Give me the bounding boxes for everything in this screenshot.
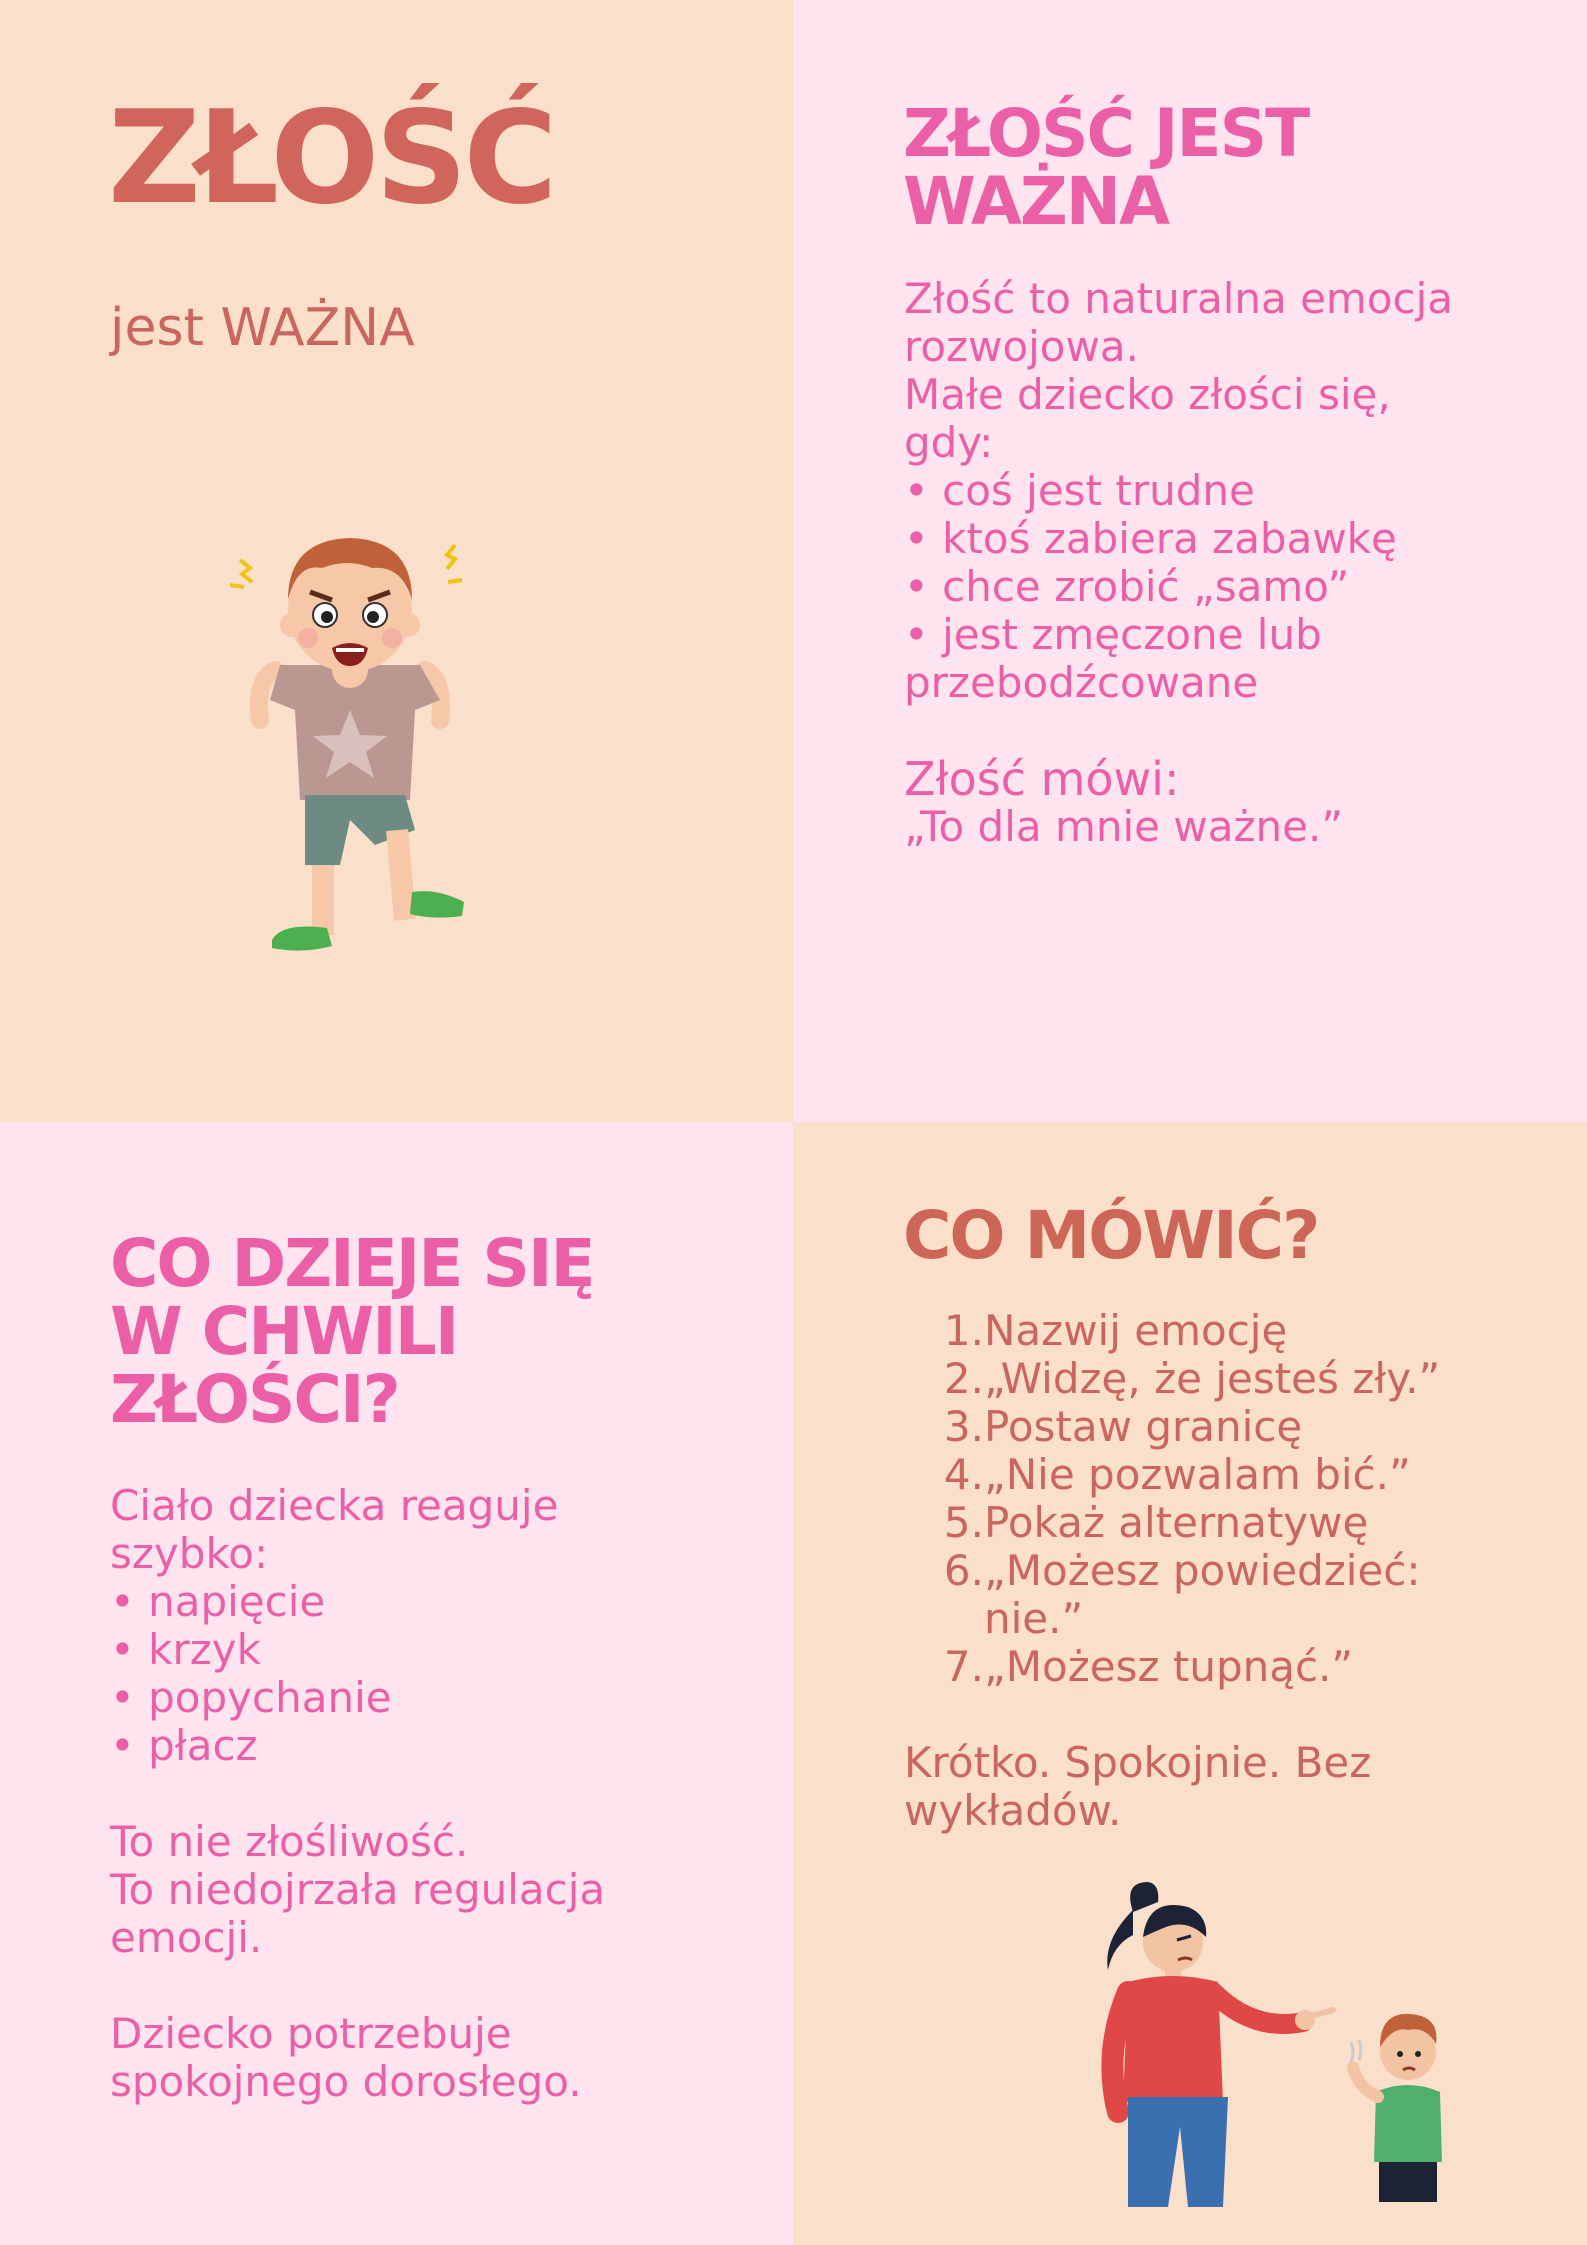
angry-boy-illustration	[200, 500, 520, 970]
body-line: Małe dziecko złości się,	[904, 370, 1391, 419]
list-number	[904, 1595, 984, 1643]
list-item: • napięcie	[110, 1578, 605, 1626]
body-line: wykładów.	[904, 1786, 1122, 1835]
panel-what-to-say	[793, 1122, 1587, 2245]
body-line: przebodźcowane	[904, 658, 1259, 707]
panel-anger-important	[793, 0, 1587, 1122]
body-line: To nie złośliwość.	[110, 1817, 469, 1866]
heading-line: ZŁOŚĆ JEST	[903, 95, 1309, 172]
list-number: 4.	[943, 1450, 984, 1499]
body-line: gdy:	[904, 418, 994, 467]
section-heading	[903, 95, 1309, 240]
says-label: Złość mówi:	[904, 752, 1180, 806]
body-line: Dziecko potrzebuje	[110, 2009, 512, 2058]
list-text: „Możesz tupnąć.”	[984, 1642, 1354, 1691]
list-item	[904, 1643, 1544, 1691]
list-text: Nazwij emocję	[984, 1306, 1288, 1355]
list-number: 6.	[943, 1546, 984, 1595]
body-line: szybko:	[110, 1529, 269, 1578]
list-item: • popychanie	[110, 1674, 605, 1722]
section-heading	[110, 1225, 594, 1438]
list-item	[904, 1595, 1544, 1643]
list-item	[904, 1547, 1544, 1595]
list-number: 5.	[943, 1498, 984, 1547]
list-item: • chce zrobić „samo”	[904, 563, 1453, 611]
heading-line: CO DZIEJE SIĘ	[110, 1225, 594, 1302]
bullet-list	[904, 467, 1453, 659]
list-item: • płacz	[110, 1722, 605, 1770]
list-item	[904, 1499, 1544, 1547]
body-line: spokojnego dorosłego.	[110, 2057, 582, 2106]
body-line: rozwojowa.	[904, 322, 1139, 371]
list-item: • ktoś zabiera zabawkę	[904, 515, 1453, 563]
bullet-list	[110, 1578, 605, 1770]
body-line: Ciało dziecka reaguje	[110, 1481, 559, 1530]
list-item: • krzyk	[110, 1626, 605, 1674]
list-text: Postaw granicę	[984, 1402, 1303, 1451]
says-quote: „To dla mnie ważne.”	[904, 802, 1344, 851]
body-line: To niedojrzała regulacja	[110, 1865, 606, 1914]
list-text: „Nie pozwalam bić.”	[984, 1450, 1411, 1499]
list-text: „Możesz powiedzieć:	[984, 1546, 1421, 1595]
heading-line: ZŁOŚCI?	[110, 1361, 399, 1438]
section-body	[904, 275, 1453, 851]
panel-title	[0, 0, 793, 1122]
list-item	[904, 1451, 1544, 1499]
list-item	[904, 1355, 1544, 1403]
body-line: emocji.	[110, 1913, 263, 1962]
list-item: • jest zmęczone lub	[904, 611, 1453, 659]
list-item	[904, 1307, 1544, 1355]
numbered-list	[904, 1307, 1544, 1691]
list-number: 2.	[943, 1354, 984, 1403]
list-number: 1.	[943, 1306, 984, 1355]
body-line: Złość to naturalna emocja	[904, 274, 1454, 323]
main-title: ZŁOŚĆ	[108, 84, 554, 233]
section-body	[110, 1482, 605, 2106]
list-text: Pokaż alternatywę	[984, 1498, 1369, 1547]
section-body	[904, 1307, 1544, 1835]
list-item	[904, 1403, 1544, 1451]
panel-what-happens	[0, 1122, 793, 2245]
list-number: 7.	[943, 1642, 984, 1691]
list-text: „Widzę, że jesteś zły.”	[984, 1354, 1441, 1403]
body-line: Krótko. Spokojnie. Bez	[904, 1738, 1372, 1787]
list-item: • coś jest trudne	[904, 467, 1453, 515]
heading-line: WAŻNA	[903, 163, 1169, 240]
heading-line: W CHWILI	[110, 1293, 458, 1370]
list-text: nie.”	[984, 1594, 1084, 1643]
main-subtitle: jest WAŻNA	[110, 298, 415, 358]
list-number: 3.	[943, 1402, 984, 1451]
section-heading: CO MÓWIĆ?	[903, 1197, 1319, 1274]
mother-scolding-boy-illustration	[1073, 1882, 1473, 2212]
